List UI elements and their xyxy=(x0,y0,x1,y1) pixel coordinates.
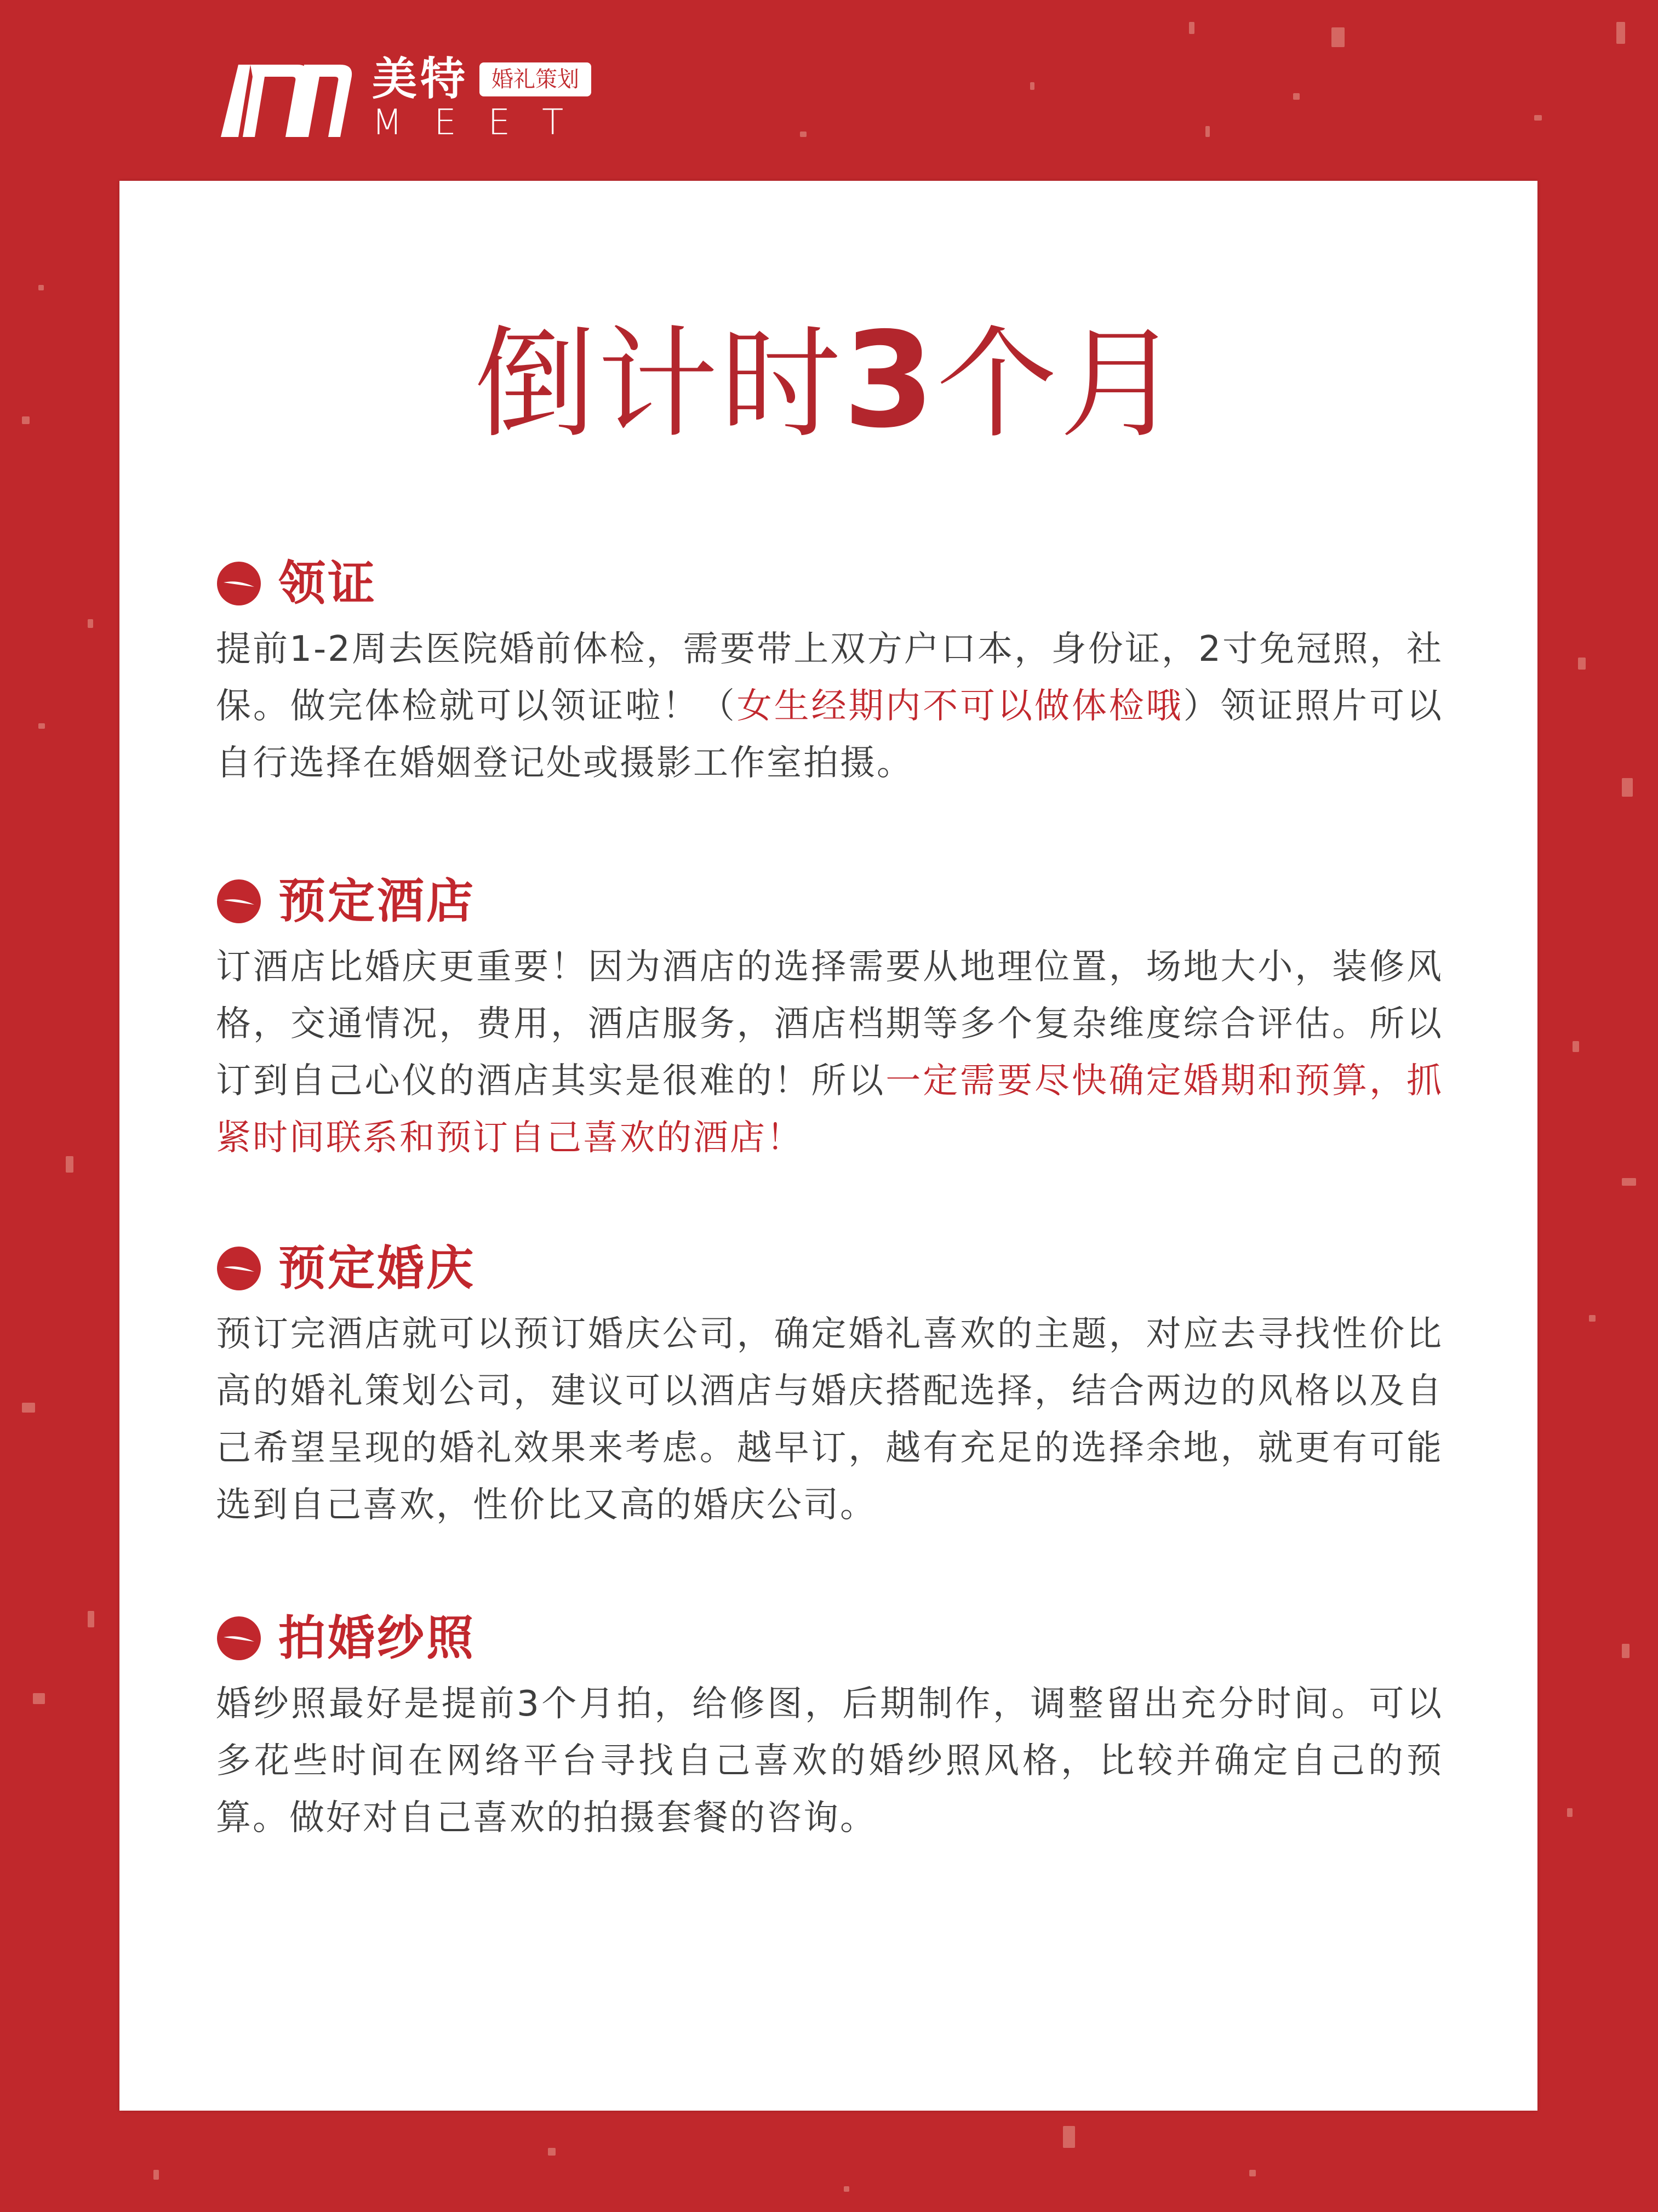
section-header xyxy=(216,868,1443,934)
section-title: 预定婚庆 xyxy=(278,1241,476,1296)
section-header xyxy=(216,551,1443,616)
brand-name-en: MEET xyxy=(372,102,596,143)
red-circle-bullet-icon xyxy=(216,561,262,607)
section-title: 领证 xyxy=(278,556,377,611)
red-circle-bullet-icon xyxy=(216,1245,262,1291)
paragraph-text: ）领证照片可以自行选择在婚姻登记处或摄影工作室拍摄。 xyxy=(216,686,1443,784)
paragraph-text: 提前1-2周去医院婚前体检，需要带上双方户口本，身份证，2寸免冠照，社保。做完体检就可以领证啦！（ xyxy=(216,629,1443,727)
section-wedding-photos xyxy=(216,1605,1443,1847)
paragraph-text: 婚纱照最好是提前3个月拍，给修图，后期制作，调整留出充分时间。可以多花些时间在网络平台寻找自己喜欢的婚纱照风格，比较并确定自己的预算。做好对自己喜欢的拍摄套餐的咨询。 xyxy=(216,1684,1443,1838)
title-suffix: 个月 xyxy=(936,314,1182,454)
paragraph-text: 订酒店比婚庆更重要！因为酒店的选择需要从地理位置，场地大小，装修风格，交通情况，费用，酒店服务，酒店档期等多个复杂维度综合评估。所以订到自己心仪的酒店其实是很难的！所以 xyxy=(216,947,1443,1101)
section-wedding-planner xyxy=(216,1236,1443,1534)
section-paragraph xyxy=(216,939,1443,1167)
section-hotel xyxy=(216,868,1443,1167)
paragraph-text: 预订完酒店就可以预订婚庆公司，确定婚礼喜欢的主题，对应去寻找性价比高的婚礼策划公司，建议可以酒店与婚庆搭配选择，结合两边的风格以及自己希望呈现的婚礼效果来考虑。越早订，越有充足的选择余地，就更有可能选到自己喜欢，性价比又高的婚庆公司。 xyxy=(216,1314,1443,1525)
content-card xyxy=(119,181,1537,2111)
paragraph-highlight: 一定需要尽快确定婚期和预算，抓紧时间联系和预订自己喜欢的酒店！ xyxy=(216,1061,1443,1158)
section-paragraph xyxy=(216,1306,1443,1534)
page-title xyxy=(119,301,1537,459)
brand-tag: 婚礼策划 xyxy=(479,62,591,96)
red-circle-bullet-icon xyxy=(216,878,262,924)
brand-name-cn: 美特 xyxy=(372,53,469,105)
section-paragraph xyxy=(216,1676,1443,1847)
paragraph-highlight: 女生经期内不可以做体检哦 xyxy=(736,686,1184,727)
section-title: 预定酒店 xyxy=(278,874,476,929)
section-header xyxy=(216,1605,1443,1671)
title-prefix: 倒计时 xyxy=(474,314,843,454)
meet-m-logo-icon xyxy=(216,55,360,142)
section-title: 拍婚纱照 xyxy=(278,1611,476,1666)
section-paragraph xyxy=(216,621,1443,792)
brand-logo xyxy=(216,52,595,145)
section-header xyxy=(216,1236,1443,1301)
section-license xyxy=(216,551,1443,792)
title-number: 3 xyxy=(843,304,937,457)
red-circle-bullet-icon xyxy=(216,1615,262,1661)
